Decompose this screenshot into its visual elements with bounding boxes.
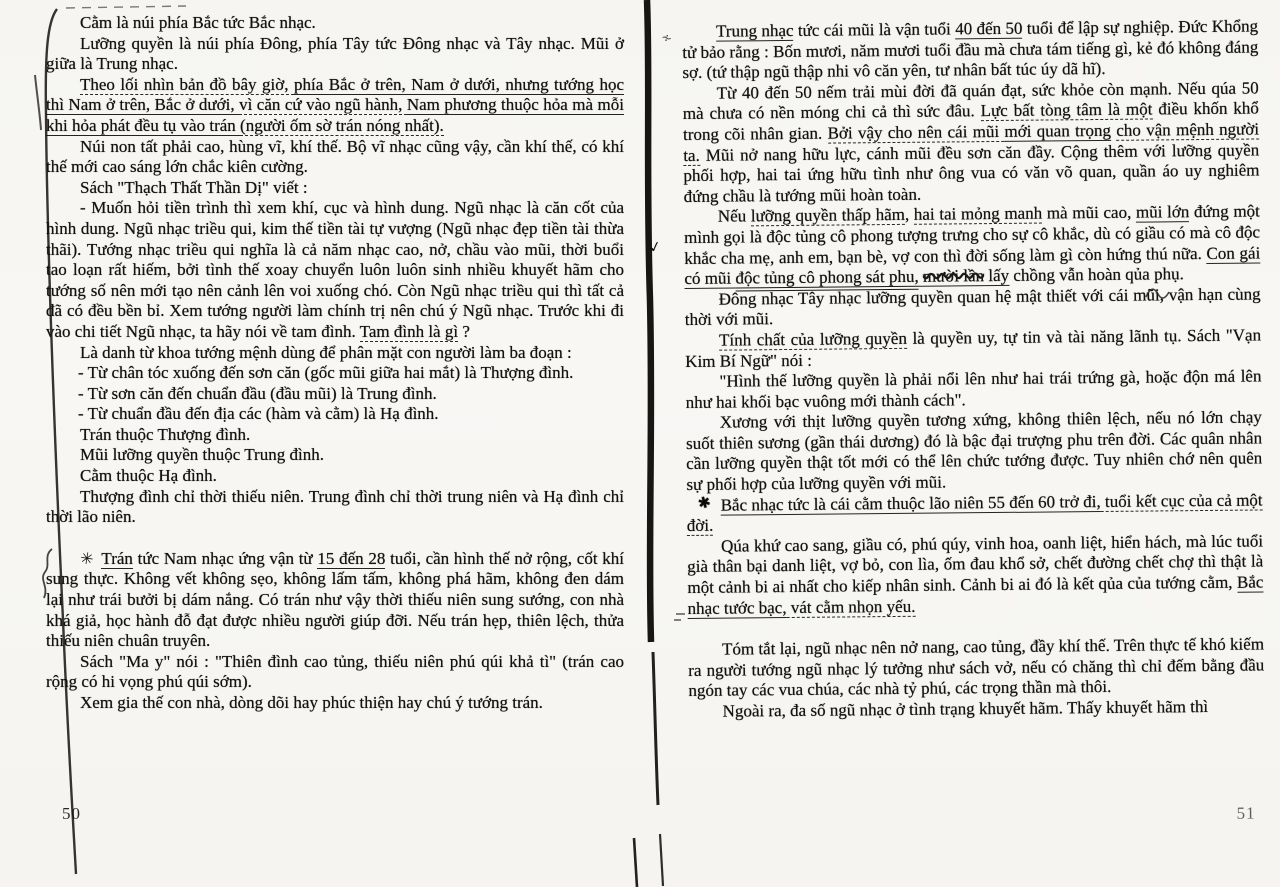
text-run: Mũi lưỡng quyền thuộc Trung đình. [80, 445, 324, 465]
underlined-text-run: hai tai mỏng manh [913, 203, 1043, 225]
underlined-text-run: Tính chất của lưỡng quyền [718, 328, 908, 350]
paragraph [46, 445, 624, 466]
paragraph [46, 425, 624, 446]
paragraph [46, 75, 624, 137]
top-edge-dashes [66, 6, 186, 8]
underlined-text-run: Bắc nhạc tước bạc, [687, 572, 1264, 618]
hand-asterisk-mark: ✳ [78, 547, 95, 569]
text-run: Sách "Thạch Thất Thần Dị" viết : [80, 177, 308, 197]
text-run: - Từ chuẩn đầu đến địa các (hàm và cằm) là Hạ đình. [78, 404, 439, 424]
paragraph [46, 198, 624, 342]
underlined-text-run: lấy [983, 265, 1010, 286]
paragraph [46, 13, 624, 34]
paragraph [78, 384, 624, 405]
binding-gutter-line [647, 0, 651, 642]
underlined-text-run: vát cằm nhọn yếu. [786, 596, 916, 617]
text-run: Tóm tắt lại, ngũ nhạc nên nở nang, cao tủng, đầy khí thế. Trên thực tế khó kiếm ra người tướng ngũ nhạc lý tưởng như sách vở, nếu có chăng thì chỉ đếm bằng đầu ngón tay các vua chúa, các nhà tỷ phú, các trọng thần mà thôi. [688, 634, 1265, 701]
text-run: Lưỡng quyền là núi phía Đông, phía Tây tức Đông nhạc và Tây nhạc. Mũi ở giữa là Trung nhạc. [46, 33, 624, 74]
paragraph [684, 202, 1261, 290]
text-run: Xem gia thế con nhà, dòng dõi hay phúc thiện hay chú ý tướng trán. [80, 693, 543, 712]
text-run: tức cái mũi là vận tuổi [793, 19, 956, 40]
text-run: Mũi nở nang hữu lực, cánh mũi đều sơn căn đầy. Cộng thêm với lưỡng quyền phối hợp, hai tai ứng hữu tình như ông vua có văn võ quan, quần áo uy nghiêm đứng chầu là tướng mũi hoàn toàn. [683, 140, 1260, 206]
text-run: Núi non tất phải cao, hùng vĩ, khí thế. Bộ vĩ nhạc cũng vậy, cần khí thế, có khí thế mới cao sáng lớn chắc kiên cường. [46, 136, 624, 177]
text-run: "Hình thế lưỡng quyền là phải nổi lên như hai trái trứng gà, hoặc độn má lên như hai khối bạc vuông mới thành cách". [685, 366, 1262, 412]
page-number-left: 50 [62, 804, 81, 823]
paragraph [687, 490, 1263, 537]
underlined-text-run: độc tủng cô phong sát phu, [735, 267, 918, 292]
paragraph [46, 466, 624, 487]
paragraph [687, 531, 1264, 619]
paragraph [686, 408, 1263, 496]
text-run: đứng một mình gọi là độc tủng cô phong tượng trưng cho sự cô khắc, dù có giầu có mà cô độc khắc cha mẹ, anh em, bạn bè, vợ con thì đời sống làm gì còn hứng thú nữa. [683, 201, 1261, 268]
margin-dash-marks [674, 614, 685, 620]
paragraph [46, 652, 624, 693]
binding-gutter-line-lower [653, 652, 658, 805]
paragraph [46, 34, 624, 75]
left-page-text [46, 13, 624, 714]
paragraph [685, 325, 1261, 372]
paragraph [46, 549, 624, 652]
underlined-text-run: Bởi vậy cho nên cái mũi [827, 121, 1005, 143]
paragraph [78, 363, 624, 384]
text-run: ? [458, 321, 470, 341]
text-run: điều khốn khổ trong cõi nhân gian. [682, 98, 1259, 144]
paragraph [683, 78, 1260, 207]
paragraph [682, 16, 1259, 83]
underlined-text-run: tuổi kết cục của cả một đời. [686, 490, 1263, 536]
bottom-gutter-mark-1 [634, 838, 637, 887]
underlined-text-run: Con gái có mũi [684, 242, 1261, 289]
underlined-text-run: vì căn cứ vào ngũ hành, [239, 95, 407, 115]
text-run: Qúa khứ cao sang, giầu có, phú qúy, vinh hoa, oanh liệt, hiển hách, mà lúc tuổi già thân bại danh liệt, vợ bỏ, con lìa, ốm đau khổ sở, chết đường chết chợ thì thật là một cảnh bi ai nhất cho kiếp nhân sinh. Cảnh bi ai đó là kết qủa của tướng cằm, [687, 531, 1264, 598]
underlined-text-run: phía Bắc ở trên, Nam ở dưới, nhưng tướng học thì Nam ở trên, Bắc ở dưới, [46, 74, 624, 115]
underlined-text-run: Trung nhạc [715, 20, 794, 41]
text-run: Cằm là núi phía Bắc tức Bắc nhạc. [80, 13, 316, 32]
paragraph [78, 404, 624, 425]
text-run: - Từ chân tóc xuống đến sơn căn (gốc mũi giữa hai mắt) là Thượng đình. [78, 363, 574, 383]
text-run: Cằm thuộc Hạ đình. [80, 466, 217, 486]
text-run: tức Nam nhạc ứng vận từ [132, 548, 318, 568]
paragraph [46, 137, 624, 178]
bottom-gutter-mark-2 [660, 834, 663, 886]
paragraph [46, 487, 624, 528]
text-run: tuổi, cần hình thế nở rộng, cốt khí sung thực. Không vết không sẹo, không lấm tấm, không phá hãm, không đen dám lại như trái bưởi bị dám nắng. Có trán như vậy thời thiếu niên sung sướng, con nhà khá giả, học hành đỗ đạt được nhiều người giúp đỡi. Nếu trán hẹp, thiên lệch, thửa thiếu niên chuân truyên. [46, 548, 624, 651]
paragraph [46, 178, 624, 199]
underlined-text-run: lưỡng quyền thấp hãm [750, 205, 906, 226]
margin-slash-mark [35, 75, 41, 130]
underlined-text-run: Trán [101, 548, 133, 568]
text-run: - Từ sơn căn đến chuẩn đầu (đầu mũi) là Trung đình. [78, 383, 437, 403]
paragraph [46, 343, 624, 364]
underlined-text-run: cho vận mệnh người ta. [683, 119, 1260, 165]
paragraph [46, 693, 624, 714]
underlined-text-run: Lực bất tòng tâm là một [980, 99, 1153, 121]
text-run: tuổi để lập sự nghiệp. Đức Khổng tử bảo rằng : Bốn mươi, năm mươi tuổi đầu mà chưa tám tiếng gì, kẻ đó không đáng sợ. (tứ thập ngũ thập nhi vô căn yên, tư nhân bất túc úy dã hĩ). [682, 16, 1259, 83]
text-run: , [904, 205, 914, 225]
text-run: Nếu [717, 206, 751, 227]
paragraph [685, 367, 1261, 414]
hand-asterisk-mark: ✱ [695, 492, 713, 513]
text-run: Thượng đình chỉ thời thiếu niên. Trung đình chỉ thời trung niên và Hạ đình chỉ thời lão niên. [46, 486, 624, 527]
page-number-right: 51 [1236, 803, 1256, 823]
underlined-text-run: Bắc nhạc tức là cái cằm thuộc lão niên 55 đến 60 trở đi, [720, 491, 1101, 515]
paragraph [685, 284, 1261, 331]
paragraph [689, 696, 1265, 722]
text-run: Ngoài ra, đa số ngũ nhạc ở tình trạng khuyết hãm. Thấy khuyết hãm thì [722, 696, 1209, 721]
text-run: Từ 40 đến 50 nếm trải mùi đời đã quán đạt, sức khỏe còn mạnh. Nếu qúa 50 mà chưa có nền móng chi cả thì sức đâu. [682, 78, 1259, 124]
text-run: Trán thuộc Thượng đình. [80, 424, 251, 444]
underlined-text-run: mũi lớn [1135, 202, 1190, 222]
underlined-text-run: 40 đến 50 [955, 18, 1023, 39]
text-run: - Muốn hỏi tiền trình thì xem khí, cục và hình dung. Ngũ nhạc là căn cốt của hình dung. Ngũ nhạc triều qui, kim thế tiền tài tự vượng (Ngũ nhạc đẹp tiền tài thừa thãi). Tướng nhạc triều qui nghĩa là cả năm nhạc cao, nở, chầu vào mũi, thời buổi tao loạn rất hiếm, bởi tình thế xoay chuyển luôn luôn sinh nhiều khuyết hãm cho tướng số nên mới tạo nên cảnh lên voi xuống chó. Còn Ngũ nhạc triều qui thì tất cả đã có đều bền bỉ. Xem tướng người làm chính trị nên chú ý Ngũ nhạc. Trước khi đi vào chi tiết Ngũ nhạc, ta hãy nói về tam đình. [46, 198, 624, 341]
text-run: Là danh từ khoa tướng mệnh dùng để phân mặt con người làm ba đoạn : [80, 342, 572, 362]
text-run: Xương với thịt lưỡng quyền tương xứng, không thiên lệch, nếu nó lớn chạy suốt thiên sương (gần thái dương) đó là bậc đại trượng phu trên đời. Các quân nhân cần lưỡng quyền thật tốt mới có thể lên chức tướng được. Tuy nhiên chớ nên quên sự phối hợp của lưỡng quyền với mũi. [685, 407, 1263, 495]
right-page-text [682, 16, 1265, 722]
underlined-text-run: (người ốm sờ trán nóng nhất). [240, 115, 444, 135]
underlined-text-run: Tam đình là gì [359, 321, 459, 341]
right-page [682, 16, 1265, 823]
underlined-text-run: Theo lối nhìn bản đồ bây giờ, [80, 74, 294, 94]
underlined-text-run: 15 đến 28 [317, 548, 386, 568]
text-run: mà mũi cao, [1042, 202, 1137, 223]
underlined-text-run: Nam phương thuộc hỏa mà mỗi khi hỏa phát đều tụ vào trán [46, 95, 624, 135]
left-page [46, 13, 624, 823]
text-run: Đông nhạc Tây nhạc lưỡng quyền quan hệ mật thiết với cái mũi, vận hạn cùng thời với mũi. [684, 284, 1261, 330]
text-run: chồng vẫn hoàn qủa phụ. [1009, 264, 1184, 285]
underlined-text-run: mới quan trọng [1004, 120, 1112, 141]
scribbled-text-run: mười lần [922, 266, 985, 286]
text-run: Sách "Ma y" nói : "Thiên đình cao tủng, thiếu niên phú qúi khả tì" (trán cao rộng có hi vọng phú qúi sớm). [46, 651, 624, 692]
text-run: là quyền uy, tự tin và tài năng lãnh tụ. Sách "Vạn Kim Bí Ngữ" nói : [685, 325, 1262, 371]
margin-squiggle-icon: ∻ [659, 29, 674, 48]
gutter-checkmark-icon: ✓ [647, 236, 664, 258]
paragraph [688, 635, 1265, 702]
